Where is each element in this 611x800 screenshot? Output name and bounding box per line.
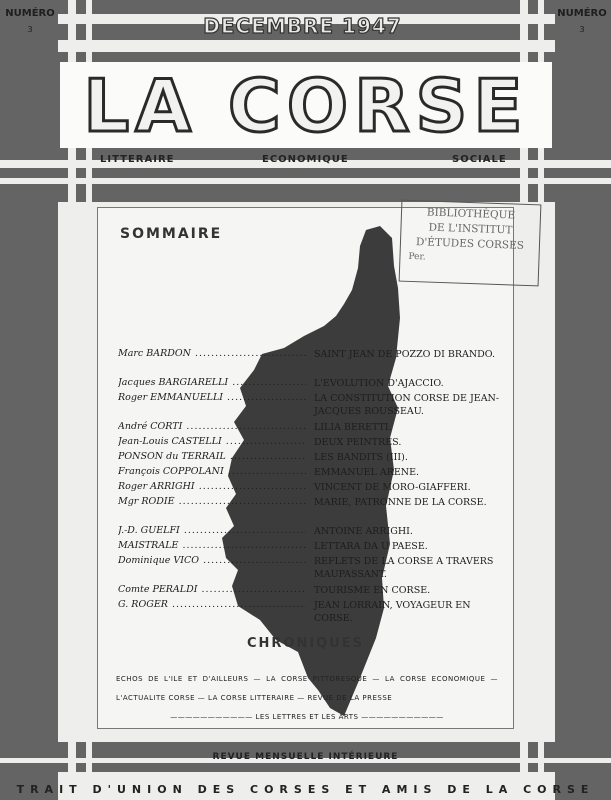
masthead-title: LA CORSE	[83, 64, 529, 148]
subtitle-litteraire: LITTERAIRE	[100, 154, 175, 165]
toc-entry	[118, 599, 498, 628]
numero-left	[2, 8, 58, 36]
toc-title: JEAN LORRAIN, VOYAGEUR EN CORSE.	[314, 600, 471, 624]
toc-title: DEUX PEINTRES.	[314, 437, 402, 448]
chroniques-line: ECHOS DE L'ILE ET D'AILLEURS — LA CORSE PITTORESQUE — LA CORSE ECONOMIQUE — L'ACTUALITE CORSE — LA CORSE LITTERAIRE — REVUE DE LA PRESSE	[116, 675, 498, 702]
issue-date: DECEMBRE 1947	[203, 14, 402, 38]
toc-entry	[118, 540, 498, 555]
toc-entry	[118, 377, 498, 392]
toc-title: ANTOINE ARRIGHI.	[314, 526, 413, 537]
toc-entry	[118, 496, 498, 525]
library-stamp	[399, 200, 542, 287]
chroniques-heading: CHRONIQUES	[246, 636, 365, 651]
numero-right-label: NUMÉRO	[557, 8, 607, 19]
toc-author: Roger EMMANUELLI .....	[118, 392, 306, 403]
stamp-line: DE L'INSTITUT	[428, 221, 513, 237]
toc-author: PONSON du TERRAIL .....	[118, 451, 306, 462]
toc-title: SAINT JEAN DE POZZO DI BRANDO.	[314, 349, 496, 360]
toc-entry	[118, 348, 498, 377]
toc-author: François COPPOLANI .....	[118, 466, 306, 477]
stamp-line: BIBLIOTHÈQUE	[426, 206, 516, 222]
toc-author: J.-D. GUELFI .....	[118, 525, 306, 536]
toc-title: REFLETS DE LA CORSE A TRAVERS MAUPASSANT.	[314, 556, 494, 580]
numero-left-label: NUMÉRO	[5, 8, 55, 19]
chroniques-list	[116, 670, 498, 727]
toc-entry	[118, 481, 498, 496]
toc-entry	[118, 466, 498, 481]
stripe	[555, 0, 611, 800]
toc-entry	[118, 451, 498, 466]
subtitle-sociale: SOCIALE	[452, 154, 507, 165]
sommaire-heading: SOMMAIRE	[120, 226, 223, 242]
toc-title: L'EVOLUTION D'AJACCIO.	[314, 378, 444, 389]
toc-entry	[118, 436, 498, 451]
toc-title: TOURISME EN CORSE.	[314, 585, 431, 596]
contents-panel	[97, 206, 525, 729]
toc-entry	[118, 555, 498, 584]
stripe	[0, 0, 58, 800]
chroniques-line: ——————————— LES LETTRES ET LES ARTS ———————————	[170, 713, 444, 721]
stamp-per: Per.	[408, 251, 426, 263]
toc-title: VINCENT DE MORO-GIAFFERI.	[314, 482, 471, 493]
toc-author: MAISTRALE .....	[118, 540, 306, 551]
chroniques-last: LES LETTRES ET LES ARTS	[255, 713, 359, 721]
toc-title: LILIA BERETTI.	[314, 422, 392, 433]
toc-author: Jean-Louis CASTELLI .....	[118, 436, 306, 447]
toc-author: Comte PERALDI .....	[118, 584, 306, 595]
toc-title: EMMANUEL ARENE.	[314, 467, 420, 478]
masthead	[60, 62, 552, 148]
toc-author: Roger ARRIGHI .....	[118, 481, 306, 492]
numero-right-value: 3	[579, 25, 585, 34]
numero-left-value: 3	[27, 25, 33, 34]
stamp-line: D'ÉTUDES CORSES	[415, 236, 525, 252]
table-of-contents	[118, 348, 498, 628]
toc-author: Dominique VICO .....	[118, 555, 306, 566]
toc-author: André CORTI .....	[118, 421, 306, 432]
revue-label: REVUE MENSUELLE INTÉRIEURE	[212, 752, 399, 762]
toc-entry	[118, 584, 498, 599]
trait-union-banner: TRAIT D'UNION DES CORSES ET AMIS DE LA CORSE	[16, 783, 595, 796]
numero-right	[554, 8, 610, 36]
toc-title: LES BANDITS (III).	[314, 452, 408, 463]
subtitle-economique: ECONOMIQUE	[262, 154, 349, 165]
toc-entry	[118, 392, 498, 421]
toc-author: Mgr RODIÉ .....	[118, 496, 306, 507]
toc-entry	[118, 525, 498, 540]
toc-entry	[118, 421, 498, 436]
toc-title: LA CONSTITUTION CORSE DE JEAN-JACQUES ROUSSEAU.	[314, 393, 500, 417]
toc-author: G. ROGER .....	[118, 599, 306, 610]
toc-title: LETTARA DA U PAESE.	[314, 541, 428, 552]
toc-author: Jacques BARGIARELLI .....	[118, 377, 306, 388]
toc-author: Marc BARDON .....	[118, 348, 306, 359]
toc-title: MARIE, PATRONNE DE LA CORSE.	[314, 497, 487, 508]
